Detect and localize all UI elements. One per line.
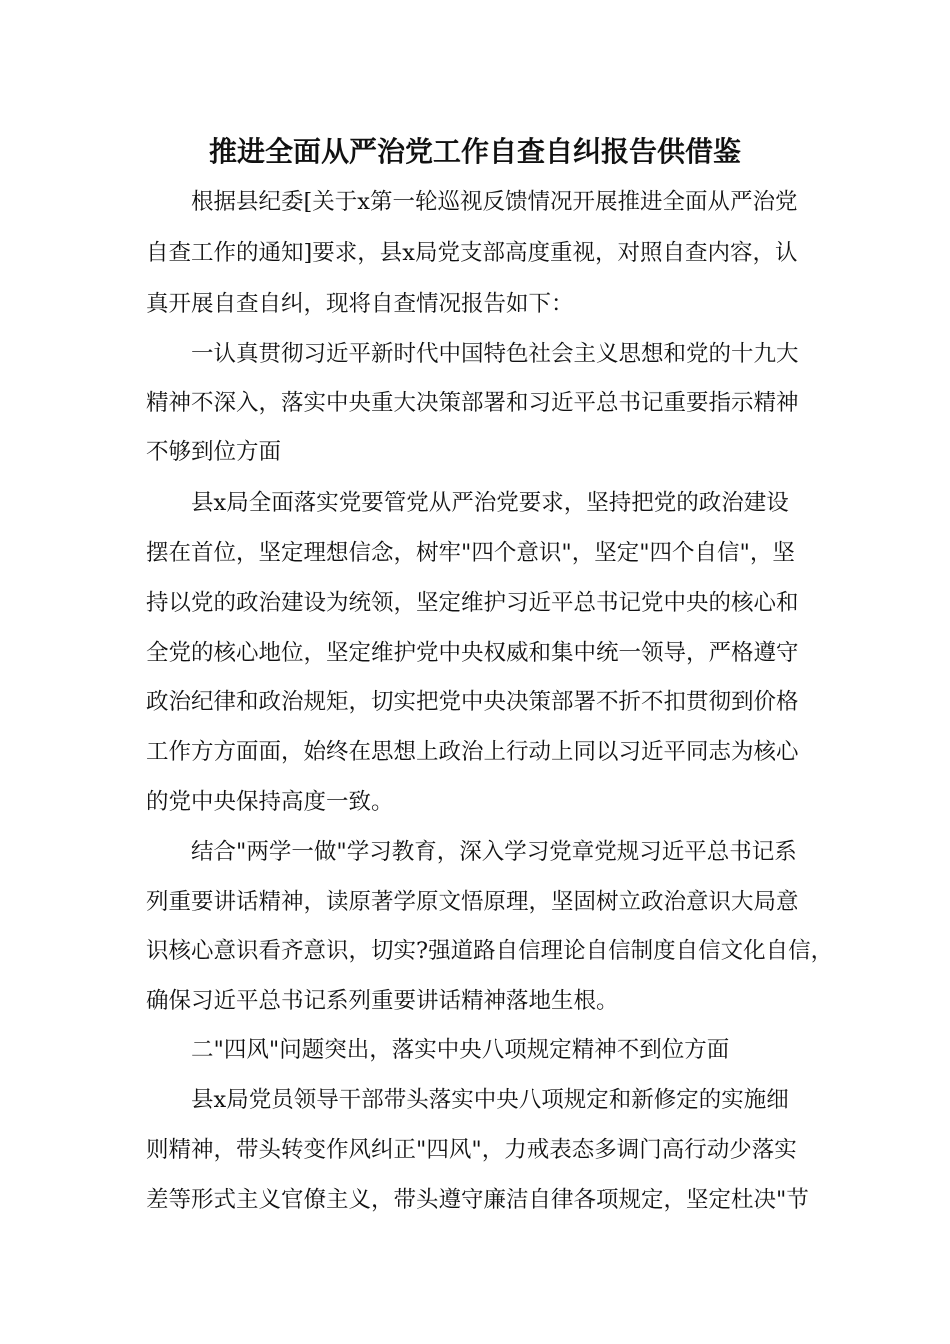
text-line: 持以党的政治建设为统领，坚定维护习近平总书记党中央的核心和 — [146, 590, 799, 616]
text-line: 政治纪律和政治规矩，切实把党中央决策部署不折不扣贯彻到价格 — [146, 689, 799, 715]
text-line: 县x局党员领导干部带头落实中央八项规定和新修定的实施细 — [191, 1087, 789, 1113]
text-line: 根据县纪委[关于x第一轮巡视反馈情况开展推进全面从严治党 — [191, 189, 798, 215]
text-line: 自查工作的通知]要求，县x局党支部高度重视，对照自查内容，认 — [146, 240, 798, 266]
text-line: 则精神，带头转变作风纠正"四风"，力戒表态多调门高行动少落实 — [146, 1137, 797, 1163]
text-line: 摆在首位，坚定理想信念，树牢"四个意识"，坚定"四个自信"，坚 — [146, 540, 795, 566]
section-heading-line: 二"四风"问题突出，落实中央八项规定精神不到位方面 — [191, 1037, 730, 1063]
section-heading-line: 精神不深入，落实中央重大决策部署和习近平总书记重要指示精神 — [146, 390, 799, 416]
text-line: 识核心意识看齐意识，切实?强道路自信理论自信制度自信文化自信， — [146, 938, 834, 964]
text-line: 的党中央保持高度一致。 — [146, 789, 394, 815]
text-line: 真开展自查自纠，现将自查情况报告如下： — [146, 291, 574, 317]
section-heading-line: 不够到位方面 — [146, 439, 282, 465]
text-line: 差等形式主义官僚主义，带头遵守廉洁自律各项规定，坚定杜决"节 — [146, 1187, 809, 1213]
text-line: 工作方方面面，始终在思想上政治上行动上同以习近平同志为核心 — [146, 739, 799, 765]
document-title: 推进全面从严治党工作自查自纠报告供借鉴 — [208, 135, 741, 168]
text-line: 县x局全面落实党要管党从严治党要求，坚持把党的政治建设 — [191, 490, 789, 516]
text-line: 结合"两学一做"学习教育，深入学习党章党规习近平总书记系 — [191, 839, 797, 865]
text-line: 全党的核心地位，坚定维护党中央权威和集中统一领导，严格遵守 — [146, 640, 799, 666]
section-heading-line: 一认真贯彻习近平新时代中国特色社会主义思想和党的十九大 — [191, 341, 799, 367]
text-line: 列重要讲话精神，读原著学原文悟原理，坚固树立政治意识大局意 — [146, 889, 799, 915]
text-line: 确保习近平总书记系列重要讲话精神落地生根。 — [146, 988, 619, 1014]
